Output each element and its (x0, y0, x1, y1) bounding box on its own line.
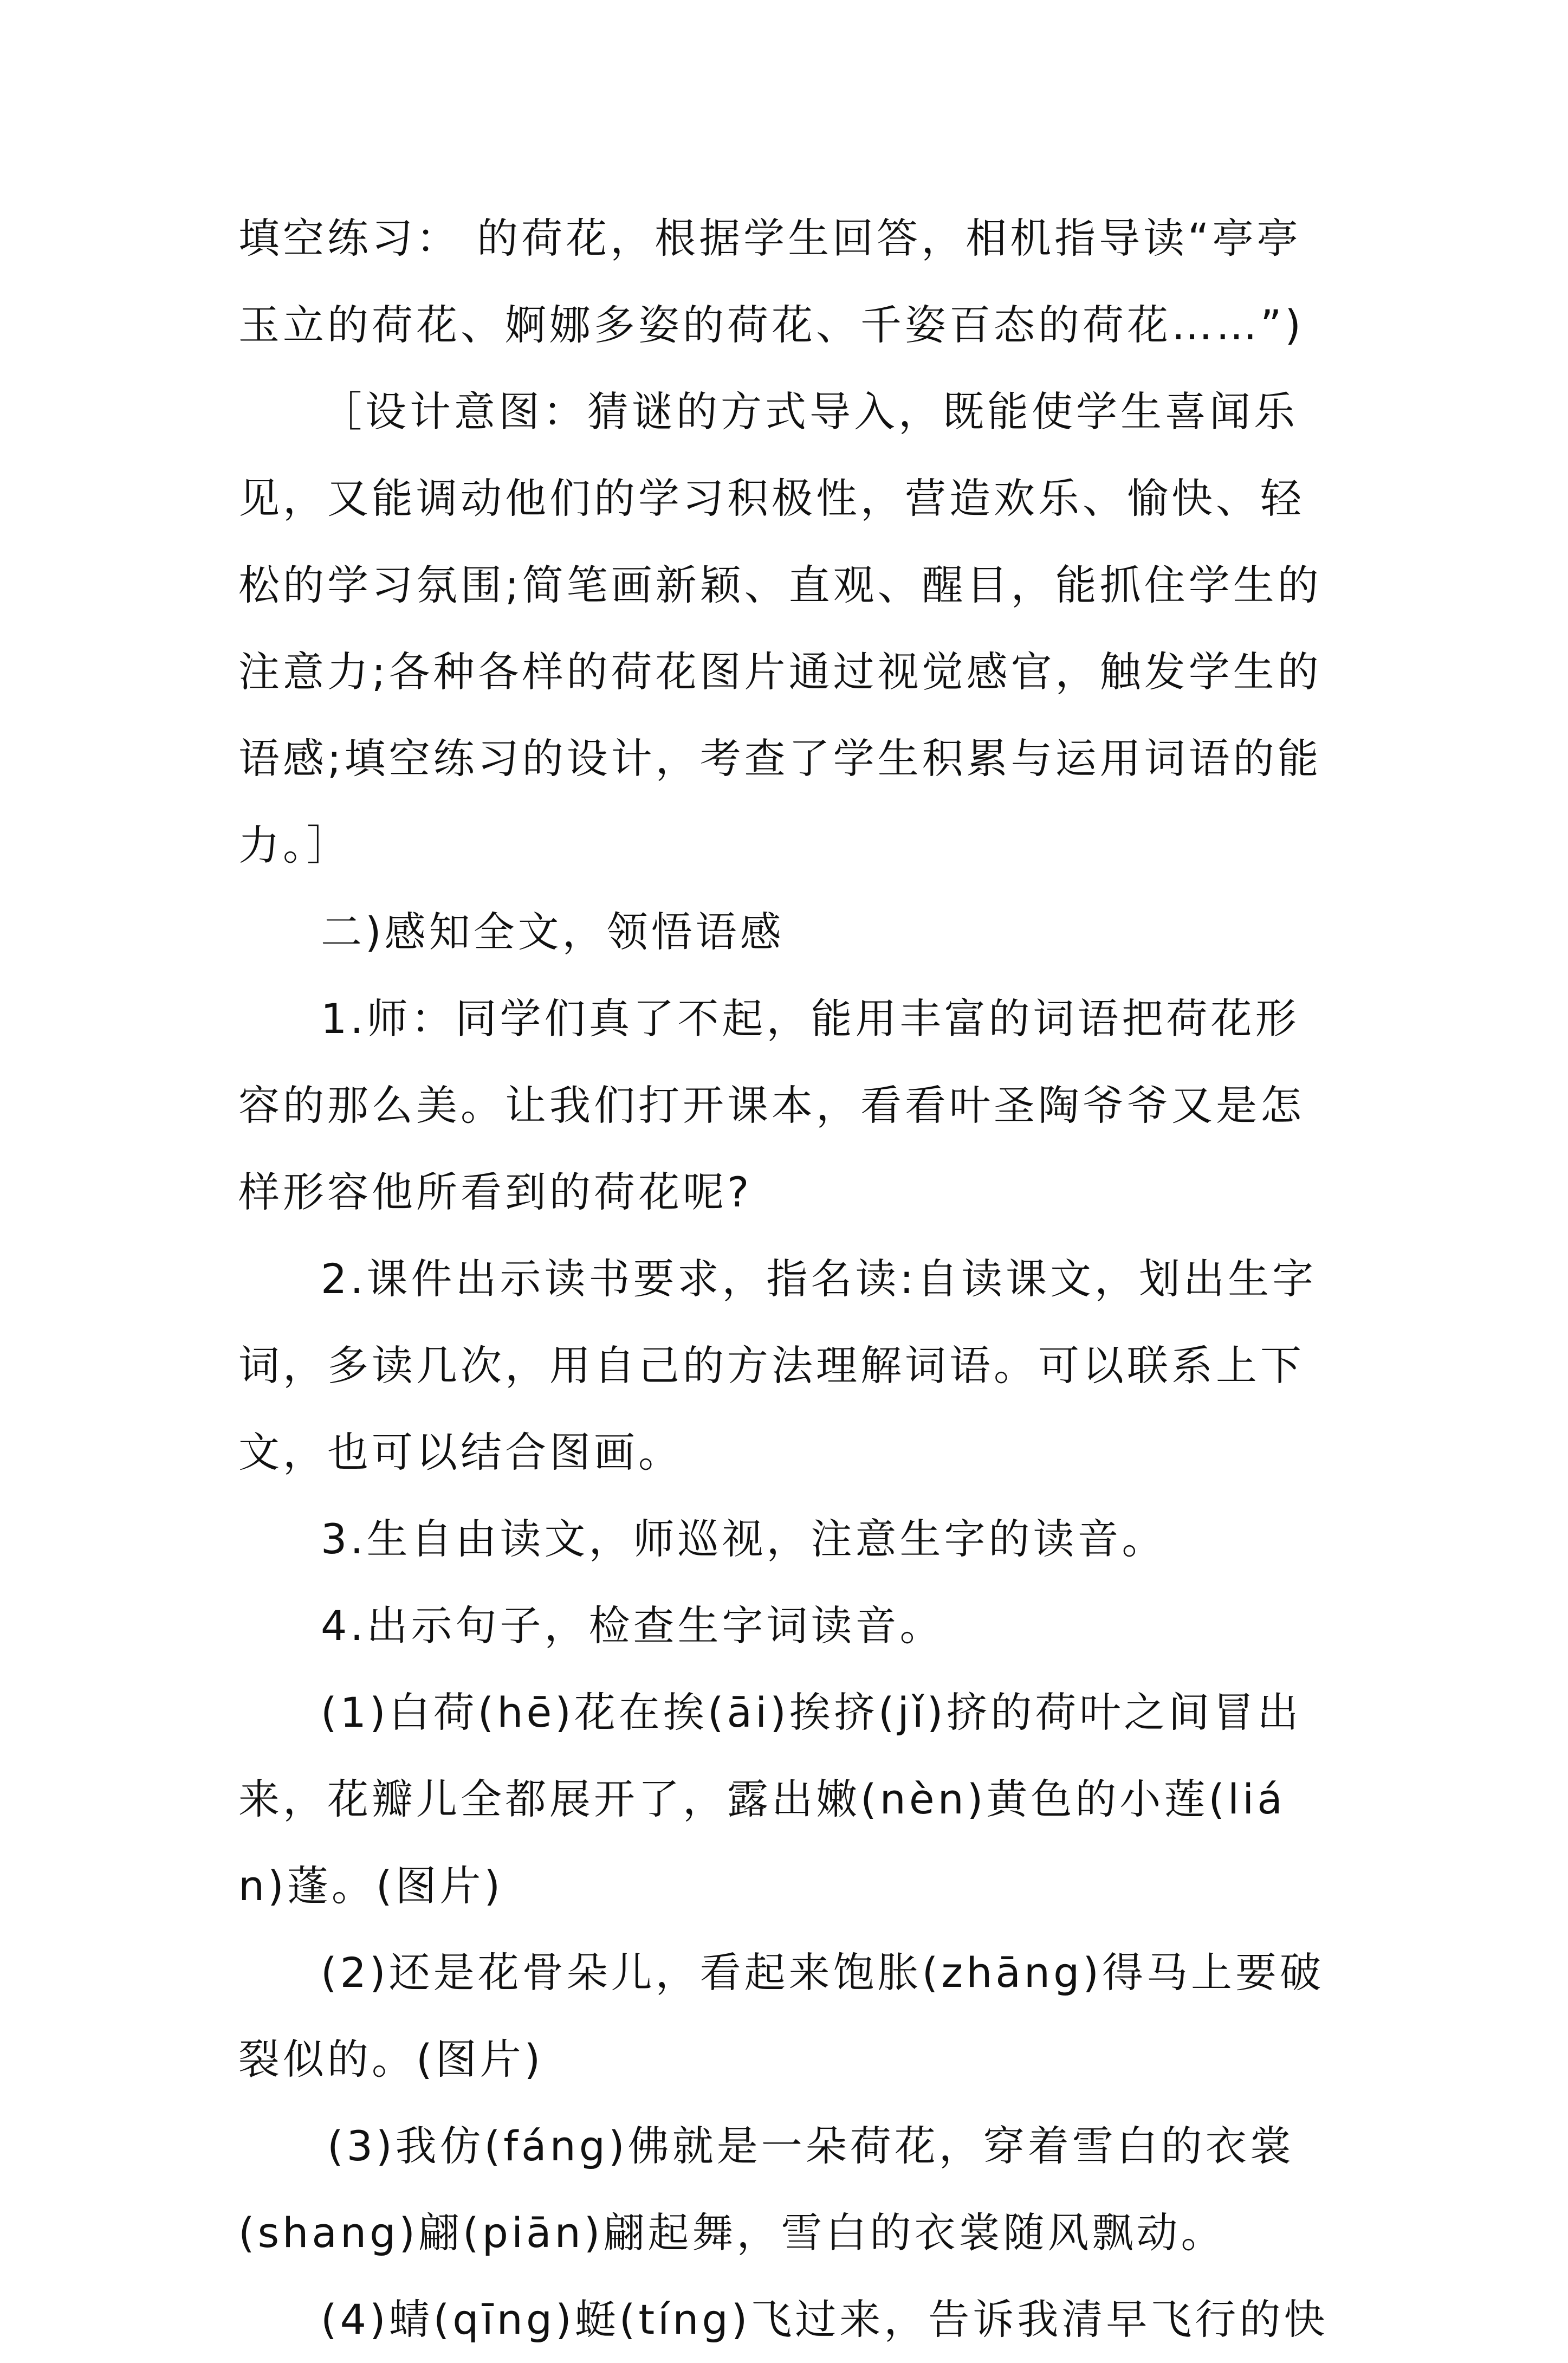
paragraph-sentence-2: (2)还是花骨朵儿，看起来饱胀(zhāng)得马上要破裂似的。(图片) (238, 1948, 1324, 2083)
paragraph-sentence-1: (1)白荷(hē)花在挨(āi)挨挤(jǐ)挤的荷叶之间冒出来，花瓣儿全都展开了，露出嫩(nèn)黄色的小莲(lián)蓬。(图片) (238, 1688, 1302, 1910)
document-body (238, 195, 1333, 2363)
paragraph-step-2: 2.课件出示读书要求，指名读:自读课文，划出生字词，多读几次，用自己的方法理解词语。可以联系上下文，也可以结合图画。 (238, 1255, 1317, 1476)
paragraph-step-4: 4.出示句子，检查生字词读音。 (321, 1602, 944, 1650)
section-heading-perceive-text: 二)感知全文，领悟语感 (321, 908, 785, 956)
paragraph-sentence-4: (4)蜻(qīng)蜓(tíng)飞过来，告诉我清早飞行的快 (321, 2295, 1329, 2343)
paragraph-design-intent: ［设计意图：猜谜的方式导入，既能使学生喜闻乐见，又能调动他们的学习积极性，营造欢乐、愉快、轻松的学习氛围;简笔画新颖、直观、醒目，能抓住学生的注意力;各种各样的荷花图片通过视觉感官，触发学生的语感;填空练习的设计，考查了学生积累与运用词语的能力。］ (238, 388, 1322, 869)
paragraph-step-1: 1.师：同学们真了不起，能用丰富的词语把荷花形容的那么美。让我们打开课本，看看叶圣陶爷爷又是怎样形容他所看到的荷花呢? (238, 995, 1305, 1216)
paragraph-step-3: 3.生自由读文，师巡视，注意生字的读音。 (321, 1515, 1167, 1563)
paragraph-sentence-3: (3)我仿(fáng)佛就是一朵荷花，穿着雪白的衣裳(shang)翩(piān)翩起舞，雪白的衣裳随风飘动。 (238, 2122, 1294, 2257)
paragraph-fill-in-exercise: 填空练习： 的荷花，根据学生回答，相机指导读“亭亭玉立的荷花、婀娜多姿的荷花、千姿百态的荷花……”) (238, 214, 1305, 349)
